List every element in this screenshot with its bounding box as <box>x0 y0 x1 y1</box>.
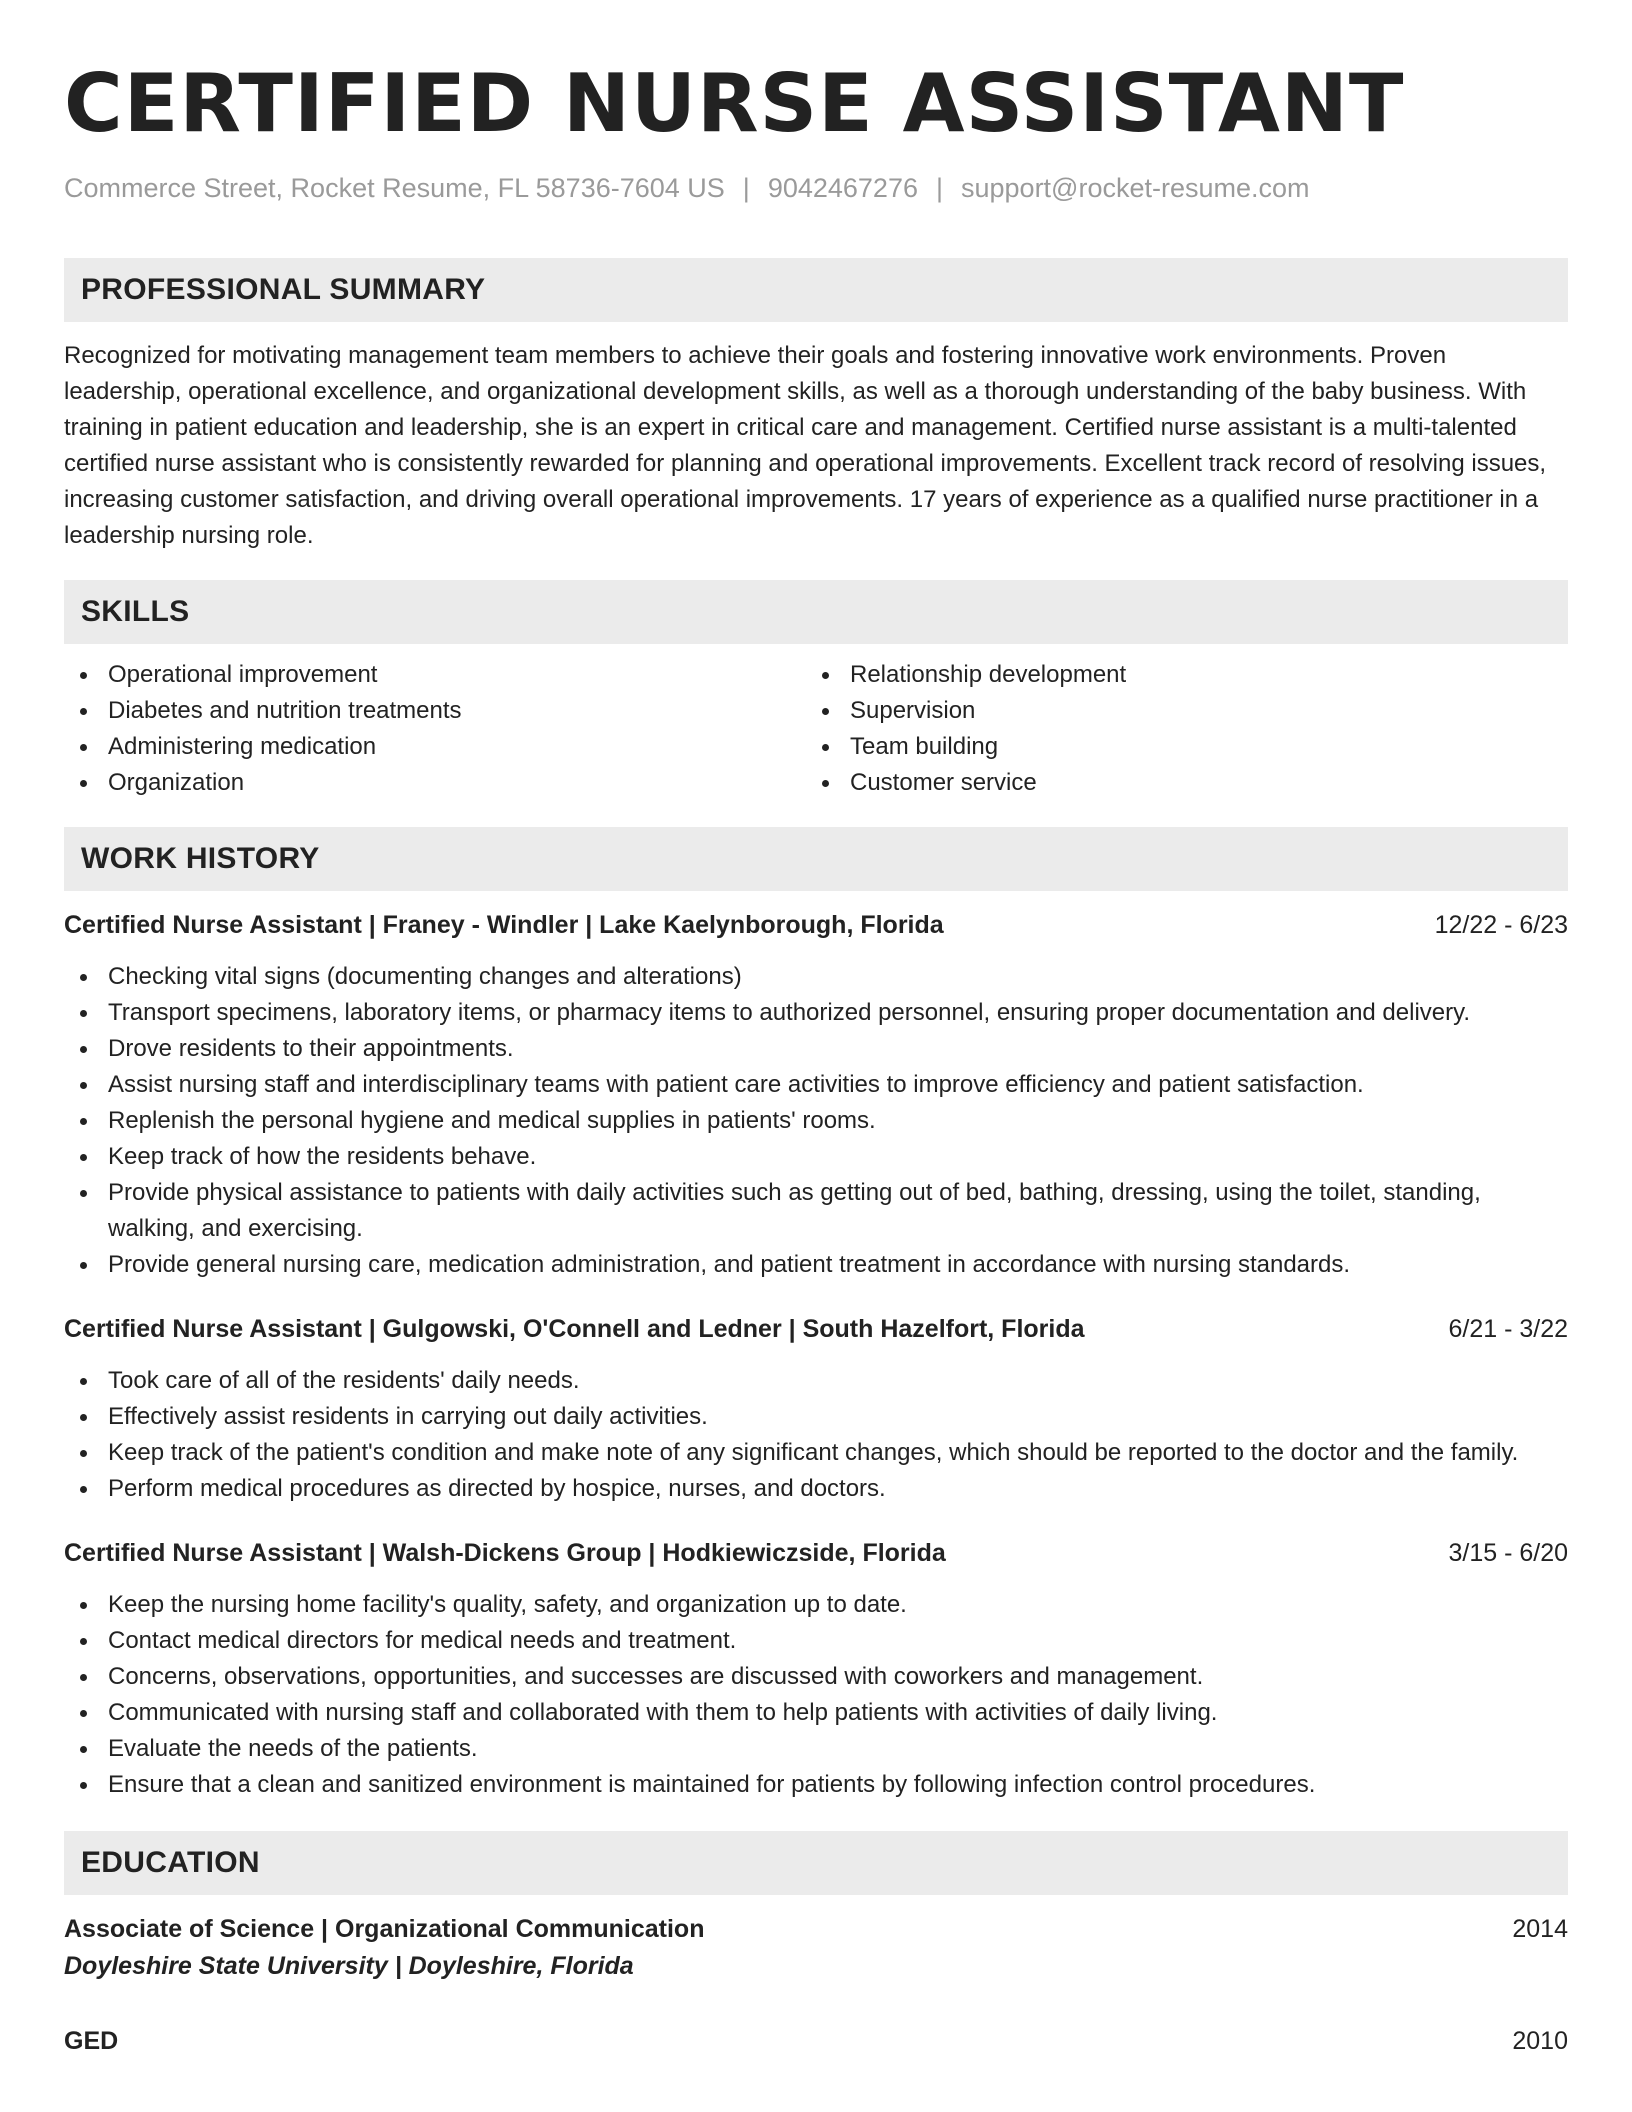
skill-item: Administering medication <box>64 729 806 765</box>
section-header-summary: PROFESSIONAL SUMMARY <box>64 258 1568 322</box>
contact-line <box>64 170 1568 206</box>
job-title: Certified Nurse Assistant | Walsh-Dickens Group | Hodkiewiczside, Florida <box>64 1539 946 1567</box>
job-duty-item: Communicated with nursing staff and collaborated with them to help patients with activities of daily living. <box>64 1695 1568 1731</box>
job-duty-item: Checking vital signs (documenting changes and alterations) <box>64 959 1568 995</box>
education-degree: GED <box>64 2027 119 2055</box>
job-duty-item: Took care of all of the residents' daily needs. <box>64 1363 1568 1399</box>
job-duty-item: Evaluate the needs of the patients. <box>64 1731 1568 1767</box>
job-title: Certified Nurse Assistant | Franey - Windler | Lake Kaelynborough, Florida <box>64 911 944 939</box>
education-degree: Associate of Science | Organizational Communication <box>64 1915 705 1943</box>
skills-list <box>64 657 1568 801</box>
job-header <box>64 1535 1568 1571</box>
skill-item: Diabetes and nutrition treatments <box>64 693 806 729</box>
job-duty-item: Transport specimens, laboratory items, or pharmacy items to authorized personnel, ensuring proper documentation and delivery. <box>64 995 1568 1031</box>
job-entry <box>64 1311 1568 1507</box>
contact-phone: 9042467276 <box>767 173 918 203</box>
education-entry <box>64 2023 1568 2059</box>
job-duty-item: Perform medical procedures as directed by hospice, nurses, and doctors. <box>64 1471 1568 1507</box>
job-title: Certified Nurse Assistant | Gulgowski, O'Connell and Ledner | South Hazelfort, Florida <box>64 1315 1085 1343</box>
job-duty-item: Keep track of how the residents behave. <box>64 1139 1568 1175</box>
skill-item: Relationship development <box>806 657 1548 693</box>
skill-item: Organization <box>64 765 806 801</box>
job-dates: 12/22 - 6/23 <box>1434 911 1568 939</box>
job-entry <box>64 1535 1568 1803</box>
section-header-education: EDUCATION <box>64 1831 1568 1895</box>
education-header <box>64 1911 1568 1947</box>
job-duty-item: Contact medical directors for medical needs and treatment. <box>64 1623 1568 1659</box>
skills-column-left <box>64 657 806 801</box>
job-duty-item: Ensure that a clean and sanitized environment is maintained for patients by following infection control procedures. <box>64 1767 1568 1803</box>
education-entry <box>64 1911 1568 1985</box>
job-dates: 3/15 - 6/20 <box>1448 1539 1568 1567</box>
education-school: Doyleshire State University | Doyleshire, Florida <box>64 1952 634 1980</box>
job-header <box>64 907 1568 943</box>
job-duty-item: Effectively assist residents in carrying out daily activities. <box>64 1399 1568 1435</box>
contact-email: support@rocket-resume.com <box>961 173 1310 203</box>
contact-separator: | <box>935 173 943 203</box>
job-duties <box>64 1363 1568 1507</box>
education-year: 2014 <box>1512 1915 1568 1943</box>
job-duty-item: Assist nursing staff and interdisciplinary teams with patient care activities to improve efficiency and patient satisfaction. <box>64 1067 1568 1103</box>
contact-separator: | <box>742 173 750 203</box>
job-duties <box>64 1587 1568 1803</box>
skill-item: Customer service <box>806 765 1548 801</box>
summary-text: Recognized for motivating management team members to achieve their goals and fostering innovative work environments. Proven leadership, operational excellence, and organizational development skills, as well as a thorough understanding of the baby business. With training in patient education and leadership, she is an expert in critical care and management. Certified nurse assistant is a multi-talented certified nurse assistant who is consistently rewarded for planning and operational improvements. Excellent track record of resolving issues, increasing customer satisfaction, and driving overall operational improvements. 17 years of experience as a qualified nurse practitioner in a leadership nursing role. <box>64 342 1547 549</box>
resume-title: CERTIFIED NURSE ASSISTANT <box>64 57 1405 150</box>
job-duty-item: Provide physical assistance to patients with daily activities such as getting out of bed, bathing, dressing, using the toilet, standing, walking, and exercising. <box>64 1175 1568 1247</box>
job-duty-item: Drove residents to their appointments. <box>64 1031 1568 1067</box>
job-duty-item: Keep track of the patient's condition and make note of any significant changes, which should be reported to the doctor and the family. <box>64 1435 1568 1471</box>
contact-address: Commerce Street, Rocket Resume, FL 58736-7604 US <box>64 173 725 203</box>
job-dates: 6/21 - 3/22 <box>1448 1315 1568 1343</box>
section-header-skills: SKILLS <box>64 580 1568 644</box>
job-duty-item: Concerns, observations, opportunities, and successes are discussed with coworkers and management. <box>64 1659 1568 1695</box>
skill-item: Team building <box>806 729 1548 765</box>
education-year: 2010 <box>1512 2027 1568 2055</box>
job-duty-item: Replenish the personal hygiene and medical supplies in patients' rooms. <box>64 1103 1568 1139</box>
job-entry <box>64 907 1568 1283</box>
education-header <box>64 2023 1568 2059</box>
skills-column-right <box>806 657 1548 801</box>
job-duty-item: Provide general nursing care, medication administration, and patient treatment in accordance with nursing standards. <box>64 1247 1568 1283</box>
skill-item: Operational improvement <box>64 657 806 693</box>
skill-item: Supervision <box>806 693 1548 729</box>
section-header-work-history: WORK HISTORY <box>64 827 1568 891</box>
job-header <box>64 1311 1568 1347</box>
job-duty-item: Keep the nursing home facility's quality, safety, and organization up to date. <box>64 1587 1568 1623</box>
job-duties <box>64 959 1568 1283</box>
